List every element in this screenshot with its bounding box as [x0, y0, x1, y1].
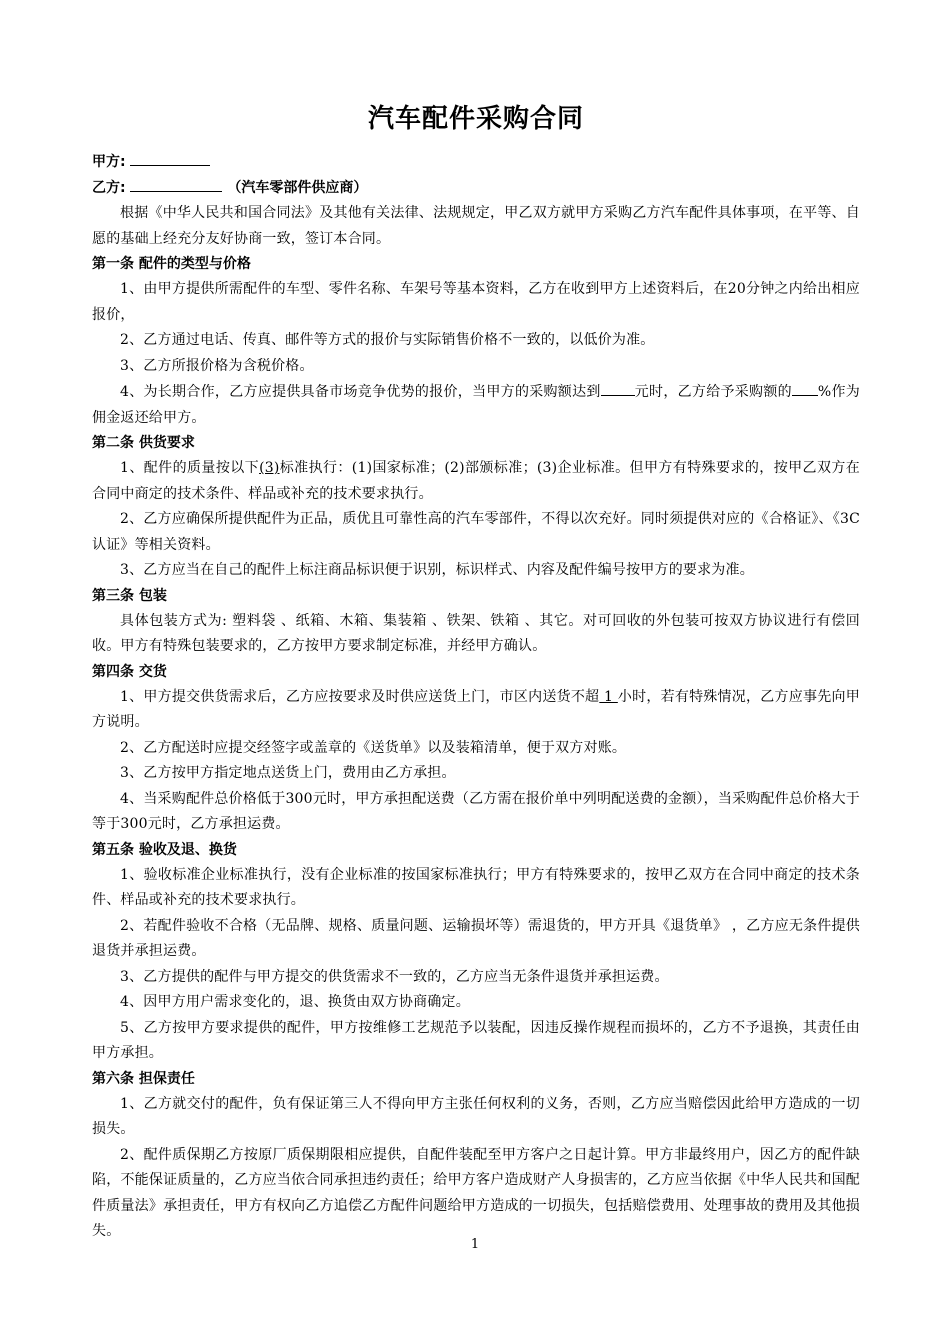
- party-b-line: [92, 175, 860, 201]
- standard-choice-fill: (3): [259, 460, 280, 476]
- party-a-blank: [130, 149, 210, 166]
- party-b-note: （汽车零部件供应商）: [227, 180, 368, 196]
- section-3-para-1: 具体包装方式为: 塑料袋 、纸箱、木箱、集装箱 、铁架、铁箱 、其它。对可回收的外包装可按双方协议进行有偿回收。甲方有特殊包装要求的，乙方按甲方要求制定标准，并经甲方确认。: [92, 612, 860, 654]
- section-2-para-3: 3、乙方应当在自己的配件上标注商品标识便于识别，标识样式、内容及配件编号按甲方的要求为准。: [120, 562, 754, 578]
- section-4-heading: 第四条 交货: [92, 663, 167, 680]
- percent-blank: [792, 379, 818, 396]
- section-3-heading: 第三条 包装: [92, 587, 167, 604]
- party-b-blank: [130, 175, 222, 192]
- section-2-para-1: [92, 456, 860, 507]
- section-2-para-1-a: 1、配件的质量按以下: [120, 460, 260, 476]
- section-1-para-4-b: 元时，乙方给予采购额的: [634, 384, 792, 400]
- intro-paragraph: 根据《中华人民共和国合同法》及其他有关法律、法规规定，甲乙双方就甲方采购乙方汽车配件具体事项，在平等、自愿的基础上经充分友好协商一致，签订本合同。: [92, 205, 860, 247]
- section-1-para-2: 2、乙方通过电话、传真、邮件等方式的报价与实际销售价格不一致的，以低价为准。: [120, 332, 655, 348]
- section-6-para-2: 2、配件质保期乙方按原厂质保期限相应提供，自配件装配至甲方客户之日起计算。甲方非最终用户，因乙方的配件缺陷，不能保证质量的，乙方应当依合同承担违约责任；给甲方客户造成财产人身损害的，乙方应当依据《中华人民共和国配件质量法》承担责任，甲方有权向乙方追偿乙方配件问题给甲方造成的一切损失，包括赔偿费用、处理事故的费用及其他损失。: [92, 1146, 860, 1239]
- section-1-heading: 第一条 配件的类型与价格: [92, 256, 251, 272]
- section-4-para-4: 4、当采购配件总价格低于300元时，甲方承担配送费（乙方需在报价单中列明配送费的金额），当采购配件总价格大于等于300元时，乙方承担运费。: [92, 790, 860, 832]
- section-4-para-1-a: 1、甲方提交供货需求后，乙方应按要求及时供应送货上门，市区内送货不超: [120, 688, 600, 705]
- section-5-heading: 第五条 验收及退、换货: [92, 841, 237, 858]
- section-5-para-5: 5、乙方按甲方要求提供的配件，甲方按维修工艺规范予以装配，因违反操作规程而损坏的，乙方不予退换，其责任由甲方承担。: [92, 1019, 860, 1061]
- section-1-para-4-a: 4、为长期合作，乙方应提供具备市场竞争优势的报价，当甲方的采购额达到: [120, 384, 601, 400]
- section-5-para-4: 4、因甲方用户需求变化的，退、换货由双方协商确定。: [120, 994, 470, 1010]
- section-2-para-1-b: 标准执行：(1)国家标准；(2)部颁标准；(3)企业标准。但甲方有特殊要求的，按甲乙双方在合同中商定的技术条件、样品或补充的技术要求执行。: [92, 460, 860, 502]
- party-a-label: 甲方:: [92, 154, 126, 170]
- section-6-para-1: 1、乙方就交付的配件，负有保证第三人不得向甲方主张任何权利的义务，否则，乙方应当赔偿因此给甲方造成的一切损失。: [92, 1095, 860, 1137]
- section-5-para-2: 2、若配件验收不合格（无品牌、规格、质量问题、运输损坏等）需退货的，甲方开具《退货单》 ，乙方应无条件提供退货并承担运费。: [92, 917, 860, 959]
- section-5-para-3: 3、乙方提供的配件与甲方提交的供货需求不一致的，乙方应当无条件退货并承担运费。: [120, 968, 669, 985]
- section-1-para-4-c: %作为佣金返还给甲方。: [92, 384, 860, 426]
- delivery-hours-fill: 1: [599, 688, 618, 705]
- document-title: 汽车配件采购合同: [367, 104, 584, 134]
- section-1-para-4: [92, 379, 860, 431]
- section-4-para-1-b: 小时，若有特殊情况，乙方应事先向甲方说明。: [92, 688, 860, 730]
- section-4-para-1: [92, 685, 860, 736]
- section-1-para-1: 1、由甲方提供所需配件的车型、零件名称、车架号等基本资料，乙方在收到甲方上述资料后，在20分钟之内给出相应报价，: [92, 281, 860, 323]
- party-b-label: 乙方:: [92, 180, 126, 196]
- section-2-para-2: 2、乙方应确保所提供配件为正品，质优且可靠性高的汽车零部件，不得以次充好。同时须提供对应的《合格证》、《3C认证》等相关资料。: [92, 511, 860, 553]
- section-1-para-3: 3、乙方所报价格为含税价格。: [120, 357, 314, 374]
- amount-blank: [601, 379, 635, 396]
- section-6-heading: 第六条 担保责任: [92, 1070, 195, 1087]
- section-4-para-3: 3、乙方按甲方指定地点送货上门，费用由乙方承担。: [120, 765, 456, 781]
- document-body: [92, 98, 860, 1245]
- page-number: 1: [470, 1237, 480, 1252]
- section-2-heading: 第二条 供货要求: [92, 435, 195, 451]
- section-4-para-2: 2、乙方配送时应提交经签字或盖章的《送货单》以及装箱清单，便于双方对账。: [120, 739, 627, 756]
- section-5-para-1: 1、验收标准企业标准执行，没有企业标准的按国家标准执行；甲方有特殊要求的，按甲乙双方在合同中商定的技术条件、样品或补充的技术要求执行。: [92, 866, 860, 908]
- party-a-line: [92, 149, 860, 175]
